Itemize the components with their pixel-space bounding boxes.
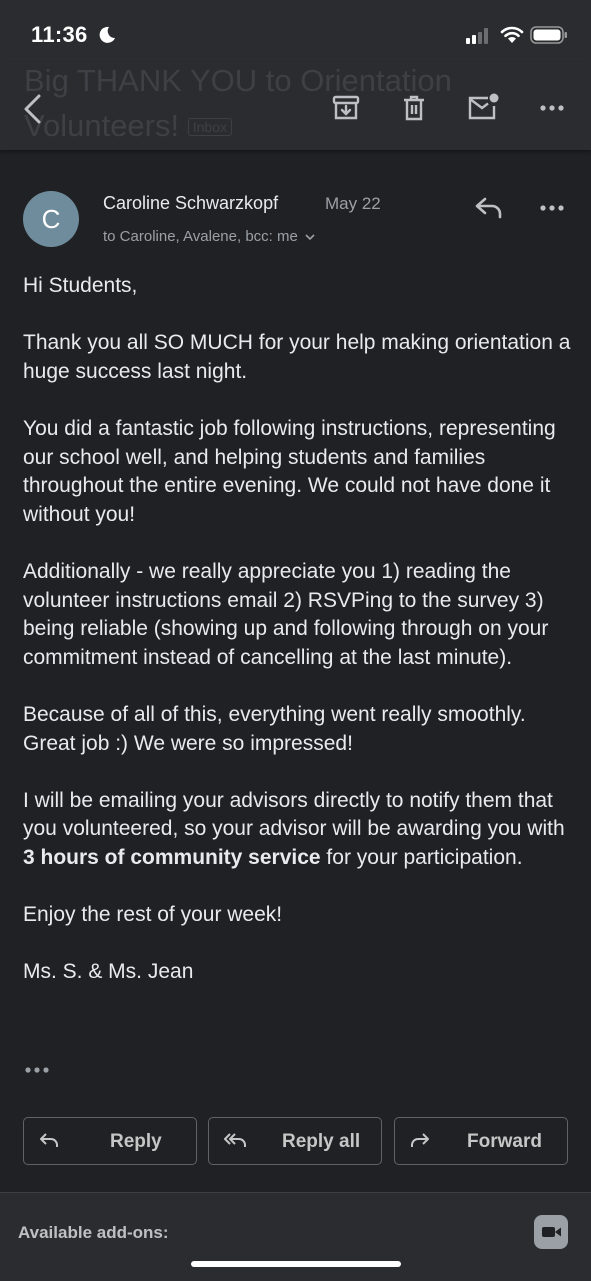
- addons-bar: [0, 1192, 591, 1281]
- greeting: Hi Students,: [23, 274, 138, 297]
- back-arrow-icon[interactable]: [22, 94, 44, 124]
- archive-icon[interactable]: [332, 94, 360, 122]
- recipients-text: to Caroline, Avalene, bcc: me: [103, 228, 298, 245]
- moon-icon: [98, 26, 116, 44]
- body-paragraph-3: Additionally - we really appreciate you 1) reading the volunteer instructions email 2) RSVPing to the survey 3) being reliable (showing up and following through on your commitment instead of cancelling at the last minute).: [23, 559, 549, 669]
- email-subject: [24, 62, 464, 150]
- forward-button[interactable]: [394, 1117, 568, 1165]
- sender-name: Caroline Schwarzkopf: [103, 193, 279, 213]
- body-paragraph-6: Enjoy the rest of your week!: [23, 903, 283, 927]
- forward-label: Forward: [467, 1131, 542, 1152]
- video-camera-icon: [534, 1215, 568, 1249]
- email-date: May 22: [325, 194, 381, 213]
- email-body: [23, 272, 573, 1015]
- reply-all-arrow-icon: [223, 1131, 249, 1151]
- community-service-highlight: 3 hours of community service: [23, 845, 321, 869]
- signal-icon: [466, 28, 492, 44]
- home-indicator[interactable]: [191, 1261, 401, 1267]
- addons-label: Available add-ons:: [18, 1223, 169, 1242]
- forward-arrow-icon: [409, 1131, 431, 1151]
- mark-unread-icon[interactable]: [468, 93, 500, 121]
- status-bar: [0, 0, 591, 62]
- reply-label: Reply: [110, 1131, 162, 1152]
- reply-button[interactable]: [23, 1117, 197, 1165]
- body-paragraph-2: You did a fantastic job following instructions, representing our school well, and helping students and families throughout the entire evening. We could not have done it without you!: [23, 416, 556, 526]
- trash-icon[interactable]: [402, 94, 426, 122]
- body-paragraph-1: Thank you all SO MUCH for your help making orientation a huge success last night.: [23, 331, 571, 383]
- show-trimmed-content-icon[interactable]: [24, 1066, 50, 1074]
- email-subject-text: Big THANK YOU to Orientation Volunteers!: [24, 63, 452, 143]
- reply-all-label: Reply all: [282, 1131, 361, 1152]
- body-paragraph-4: Because of all of this, everything went really smoothly. Great job :) We were so impressed!: [23, 702, 526, 755]
- avatar[interactable]: C: [23, 191, 79, 247]
- more-icon[interactable]: [540, 104, 564, 112]
- body-paragraph-5: I will be emailing your advisors directly to notify them that you volunteered, so your advisor will be awarding you with 3 hours of community service for your participation.: [23, 788, 565, 869]
- wifi-icon: [500, 26, 524, 44]
- signature: Ms. S. & Ms. Jean: [23, 960, 194, 984]
- reply-icon[interactable]: [474, 196, 504, 220]
- inbox-label: Inbox: [188, 118, 232, 136]
- battery-icon: [530, 26, 568, 44]
- chevron-down-icon: [304, 233, 316, 241]
- reply-arrow-icon: [38, 1131, 60, 1151]
- recipients-line[interactable]: [103, 228, 316, 245]
- email-toolbar: [0, 62, 591, 150]
- sender-more-icon[interactable]: [540, 204, 564, 212]
- status-time: 11:36: [31, 22, 88, 47]
- video-icon[interactable]: [534, 1215, 568, 1249]
- reply-all-button[interactable]: [208, 1117, 382, 1165]
